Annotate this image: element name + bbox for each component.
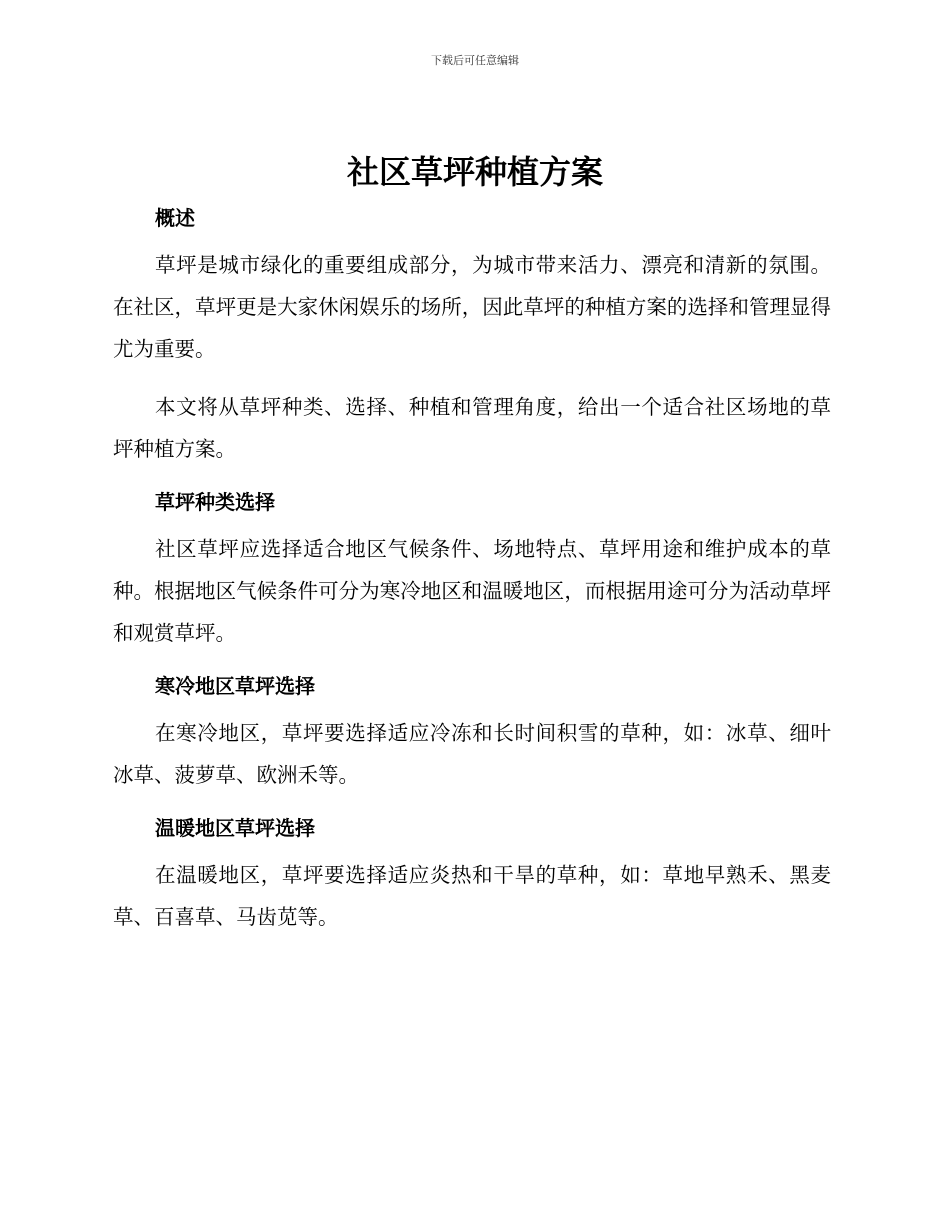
document-body <box>113 202 831 954</box>
section-cold-region <box>113 670 831 796</box>
paragraph: 在温暖地区，草坪要选择适应炎热和干旱的草种，如：草地早熟禾、黑麦草、百喜草、马齿苋等。 <box>113 863 831 929</box>
section-heading: 概述 <box>155 206 195 230</box>
section-heading: 草坪种类选择 <box>155 490 275 514</box>
page-header: 下载后可任意编辑 <box>431 54 519 67</box>
section-overview <box>113 202 831 470</box>
paragraph: 社区草坪应选择适合地区气候条件、场地特点、草坪用途和维护成本的草种。根据地区气候条件可分为寒冷地区和温暖地区，而根据用途可分为活动草坪和观赏草坪。 <box>113 537 831 645</box>
document-title: 社区草坪种植方案 <box>346 153 603 191</box>
section-heading: 寒冷地区草坪选择 <box>155 674 315 698</box>
paragraph: 本文将从草坪种类、选择、种植和管理角度，给出一个适合社区场地的草坪种植方案。 <box>113 395 831 461</box>
section-heading: 温暖地区草坪选择 <box>155 816 315 840</box>
section-warm-region <box>113 812 831 938</box>
paragraph: 在寒冷地区，草坪要选择适应冷冻和长时间积雪的草种，如：冰草、细叶冰草、菠萝草、欧洲禾等。 <box>113 721 831 787</box>
paragraph: 草坪是城市绿化的重要组成部分，为城市带来活力、漂亮和清新的氛围。在社区，草坪更是大家休闲娱乐的场所，因此草坪的种植方案的选择和管理显得尤为重要。 <box>113 253 831 361</box>
section-lawn-type-selection <box>113 486 831 654</box>
